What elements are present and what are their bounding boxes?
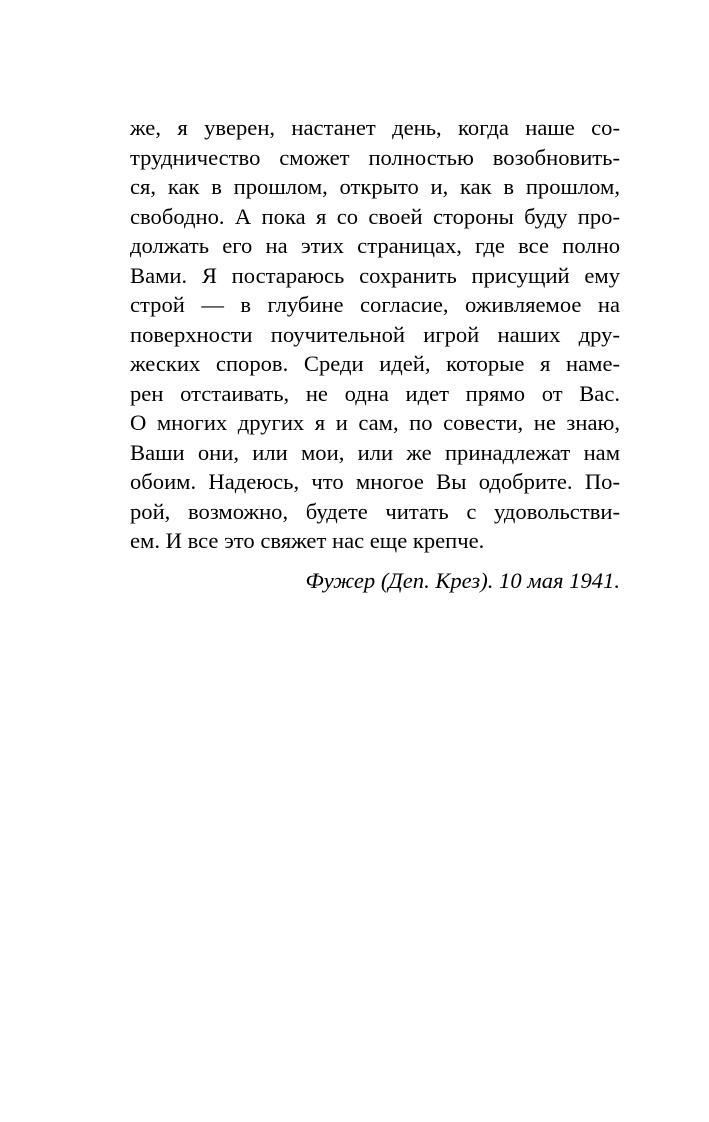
text-line: свободно. А пока я со своей стороны буду про-	[130, 203, 620, 229]
text-line: Вами. Я постараюсь сохранить присущий ему	[130, 262, 620, 288]
place-date-signature: Фужер (Деп. Крез). 10 мая 1941.	[305, 568, 620, 593]
text-line: же, я уверен, настанет день, когда наше со-	[130, 115, 620, 140]
text-line: Ваши они, или мои, или же принадлежат нам	[130, 439, 620, 465]
text-line: рен отстаивать, не одна идет прямо от Вас.	[130, 380, 620, 406]
text-line: О многих других я и сам, по совести, не знаю,	[130, 410, 620, 435]
text-line: ся, как в прошлом, открыто и, как в прошлом,	[130, 174, 620, 199]
text-line: жеских споров. Среди идей, которые я наме-	[130, 351, 620, 376]
text-line: строй — в глубине согласие, оживляемое на	[130, 292, 620, 317]
text-line: ем. И все это свяжет нас еще крепче.	[130, 528, 485, 553]
letter-paragraph	[130, 113, 620, 556]
text-line: поверхности поучительной игрой наших дру-	[130, 321, 620, 347]
text-line: трудничество сможет полностью возобновить-	[130, 144, 620, 170]
text-line: рой, возможно, будете читать с удовольстви-	[130, 498, 620, 524]
text-line: обоим. Надеюсь, что многое Вы одобрите. По-	[130, 469, 620, 494]
text-line: должать его на этих страницах, где все полно	[130, 233, 620, 258]
